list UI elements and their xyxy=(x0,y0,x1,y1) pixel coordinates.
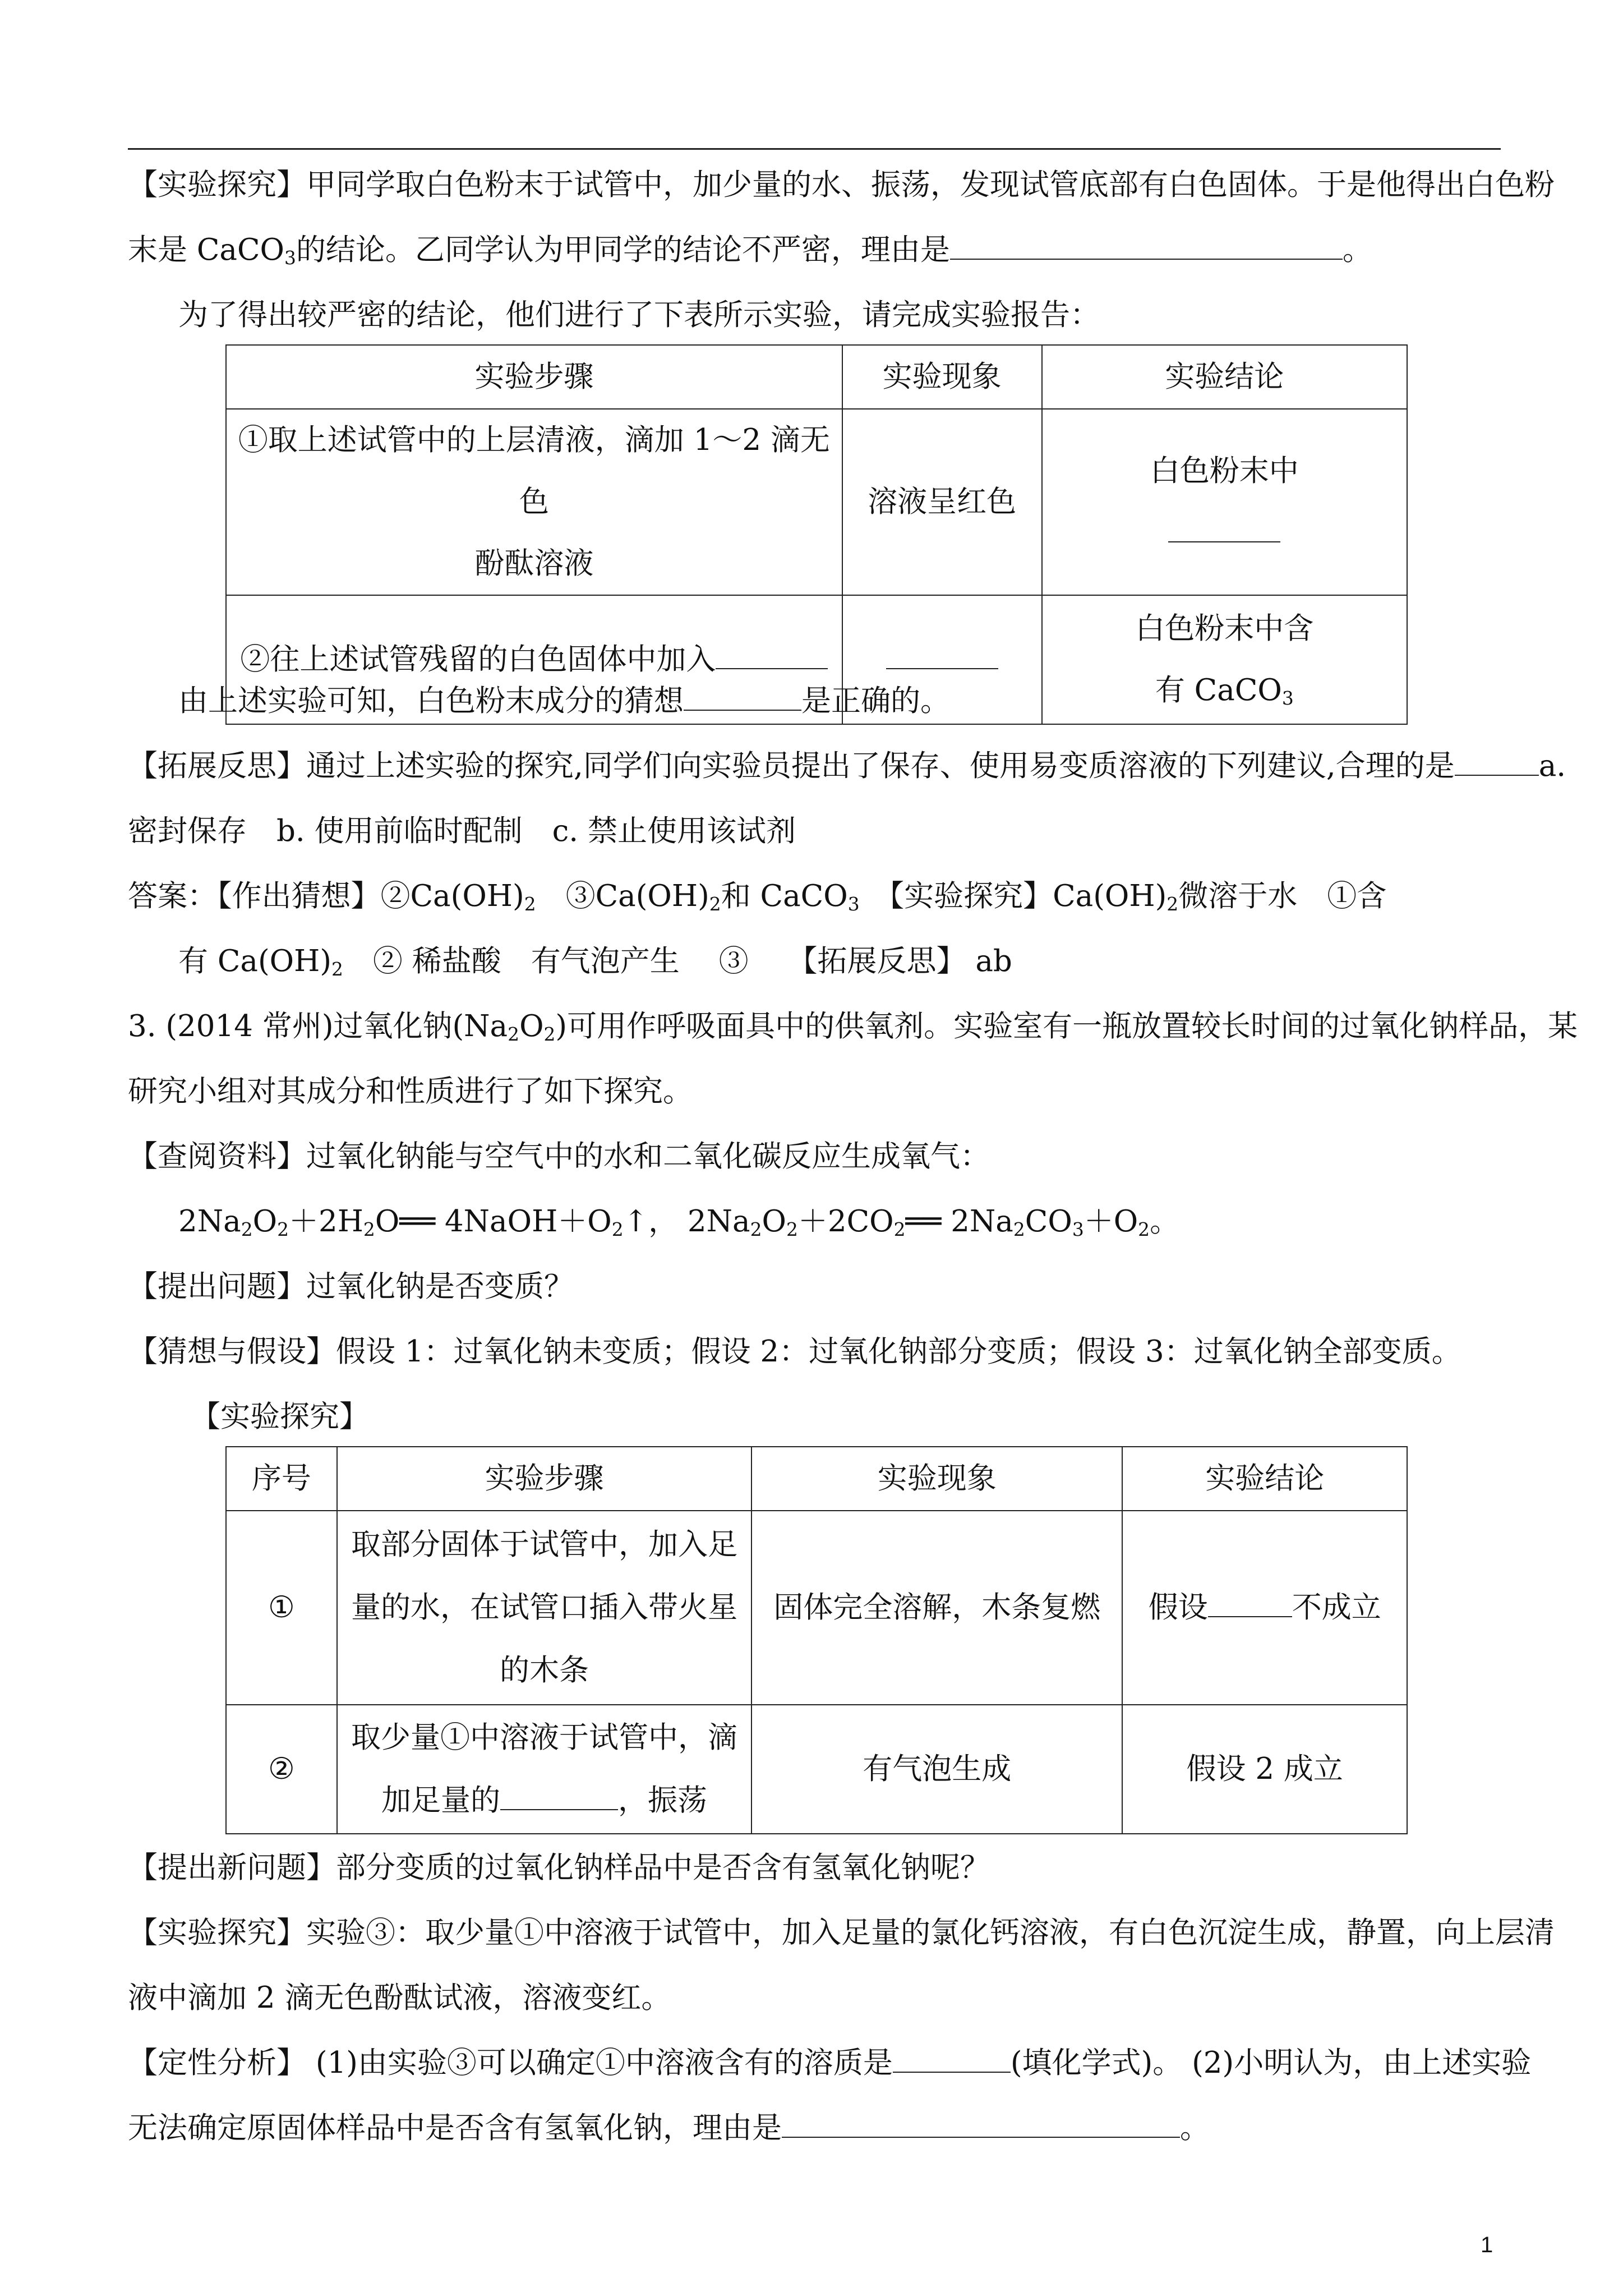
para-analysis-b xyxy=(128,2106,1210,2151)
step-text: ②往上述试管残留的白色固体中加入 xyxy=(240,642,716,677)
subscript: 3 xyxy=(1072,1218,1084,1241)
text: ══ 2Na xyxy=(905,1204,1013,1239)
answer-blank[interactable] xyxy=(1455,749,1539,776)
text: O xyxy=(762,1204,786,1239)
text: 。 xyxy=(1342,233,1372,267)
text: 【拓展反思】通过上述实验的探究,同学们向实验员提出了保存、使用易变质溶液的下列建议,合理的是 xyxy=(128,749,1455,783)
answer-blank[interactable] xyxy=(886,642,998,669)
step-text: 的木条 xyxy=(500,1653,589,1687)
para-experiment-c: 为了得出较严密的结论，他们进行了下表所示实验，请完成实验报告： xyxy=(178,298,1100,332)
conclusion-cell xyxy=(1042,409,1407,595)
phenomenon-cell: 固体完全溶解，木条复燃 xyxy=(751,1511,1122,1705)
answer-blank[interactable] xyxy=(950,233,1343,260)
header-cell: 序号 xyxy=(226,1447,337,1511)
text: O xyxy=(519,1009,544,1043)
subscript: 2 xyxy=(524,893,536,915)
step-cell xyxy=(226,409,842,595)
para-reflection-options: 密封保存 b. 使用前临时配制 c. 禁止使用该试剂 xyxy=(128,814,796,848)
text: 2Na xyxy=(178,1204,241,1239)
text: 不成立 xyxy=(1292,1590,1381,1625)
para-experiment-heading: 【实验探究】 xyxy=(191,1400,369,1434)
para-new-question: 【提出新问题】部分变质的过氧化钠样品中是否含有氢氧化钠呢？ xyxy=(128,1851,990,1885)
question-3-intro xyxy=(128,1004,1578,1049)
text: 假设 xyxy=(1148,1590,1208,1625)
text: 答案：【作出猜想】②Ca(OH) xyxy=(128,879,524,913)
text: O══ 4NaOH＋O xyxy=(375,1204,612,1239)
conclusion-text xyxy=(1053,660,1396,721)
text: 。 xyxy=(1180,2111,1210,2145)
step-cell xyxy=(337,1511,751,1705)
text: 3. (2014 常州)过氧化钠(Na xyxy=(128,1009,508,1043)
header-cell: 实验结论 xyxy=(1122,1447,1407,1511)
para-experiment-a: 【实验探究】甲同学取白色粉末于试管中，加少量的水、振荡，发现试管底部有白色固体。于是他得出白色粉 xyxy=(128,168,1555,202)
text: CO xyxy=(1025,1204,1072,1239)
step-text: 酚酞溶液 xyxy=(474,546,594,581)
conclusion-text: 白色粉末中含 xyxy=(1135,611,1314,646)
phenomenon-cell: 溶液呈红色 xyxy=(842,409,1042,595)
text: O xyxy=(252,1204,278,1239)
table-header-row xyxy=(226,345,1407,409)
table-row xyxy=(226,1705,1407,1834)
text: ② 稀盐酸 有气泡产生 ③ 【拓展反思】 ab xyxy=(343,944,1012,978)
step-text: ①取上述试管中的上层清液，滴加 1～2 滴无色 xyxy=(238,423,830,519)
subscript: 2 xyxy=(277,1218,289,1241)
subscript: 2 xyxy=(709,893,721,915)
step-text: 取少量①中溶液于试管中，滴 xyxy=(351,1720,737,1755)
phenomenon-cell: 有气泡生成 xyxy=(751,1705,1122,1834)
text: ，振荡 xyxy=(618,1783,707,1818)
text: ↑， 2Na xyxy=(623,1204,750,1239)
subscript: 2 xyxy=(611,1218,624,1241)
answer-line-1 xyxy=(128,874,1386,919)
para-analysis-a xyxy=(128,2041,1531,2086)
header-cell: 实验现象 xyxy=(751,1447,1122,1511)
step-text xyxy=(348,1769,741,1832)
conclusion-cell xyxy=(1042,595,1407,724)
answer-blank[interactable] xyxy=(1168,516,1280,542)
text: 有 CaCO xyxy=(1155,673,1282,707)
text: (填化学式)。 (2)小明认为，由上述实验 xyxy=(1010,2046,1532,2080)
conclusion-text: 白色粉末中 xyxy=(1150,454,1299,488)
text: ＋2H xyxy=(288,1204,363,1239)
subscript: 2 xyxy=(331,958,343,981)
para-question: 【提出问题】过氧化钠是否变质？ xyxy=(128,1269,574,1304)
number-cell: ② xyxy=(226,1705,337,1834)
step-text: 取部分固体于试管中，加入足 xyxy=(351,1527,737,1562)
number-cell: ① xyxy=(226,1511,337,1705)
text: 末是 CaCO xyxy=(128,233,285,267)
text: 。 xyxy=(1150,1204,1180,1239)
text: 是正确的。 xyxy=(801,684,950,718)
subscript: 2 xyxy=(241,1218,253,1241)
header-cell: 实验结论 xyxy=(1042,345,1407,409)
subscript: 3 xyxy=(847,893,860,915)
text: 有 Ca(OH) xyxy=(178,944,332,978)
step-cell xyxy=(337,1705,751,1834)
para-reference: 【查阅资料】过氧化钠能与空气中的水和二氧化碳反应生成氧气： xyxy=(128,1139,990,1174)
text: )可用作呼吸面具中的供氧剂。实验室有一瓶放置较长时间的过氧化钠样品，某 xyxy=(555,1009,1578,1043)
subscript: 2 xyxy=(786,1218,798,1241)
question-3-intro-b: 研究小组对其成分和性质进行了如下探究。 xyxy=(128,1074,693,1108)
chemical-equations xyxy=(178,1199,1179,1244)
para-experiment-b xyxy=(128,228,1372,273)
text: 加足量的 xyxy=(381,1783,500,1818)
answer-blank[interactable] xyxy=(500,1783,618,1810)
subscript: 2 xyxy=(508,1023,520,1046)
para-reflection xyxy=(128,744,1566,789)
header-cell: 实验现象 xyxy=(842,345,1042,409)
table-header-row xyxy=(226,1447,1407,1511)
header-rule xyxy=(128,148,1501,150)
subscript: 3 xyxy=(284,247,296,269)
text: 【实验探究】Ca(OH) xyxy=(859,879,1167,913)
answer-line-2 xyxy=(178,939,1012,984)
answer-blank[interactable] xyxy=(893,2046,1011,2073)
text: ＋2CO xyxy=(797,1204,894,1239)
subscript: 2 xyxy=(1166,893,1179,915)
text: a. xyxy=(1538,749,1566,783)
text: 和 CaCO xyxy=(721,879,848,913)
para-experiment-3a: 【实验探究】实验③：取少量①中溶液于试管中，加入足量的氯化钙溶液，有白色沉淀生成，静置，向上层清 xyxy=(128,1916,1555,1950)
para-hypothesis: 【猜想与假设】假设 1：过氧化钠未变质；假设 2：过氧化钠部分变质；假设 3：过氧化钠全部变质。 xyxy=(128,1335,1461,1369)
answer-blank[interactable] xyxy=(1208,1590,1292,1617)
subscript: 2 xyxy=(543,1023,556,1046)
subscript: 2 xyxy=(750,1218,762,1241)
answer-blank[interactable] xyxy=(684,684,801,711)
text: 由上述实验可知，白色粉末成分的猜想 xyxy=(178,684,684,718)
header-cell: 实验步骤 xyxy=(337,1447,751,1511)
para-experiment-3b: 液中滴加 2 滴无色酚酞试液，溶液变红。 xyxy=(128,1981,671,2015)
text: 无法确定原固体样品中是否含有氢氧化钠，理由是 xyxy=(128,2111,782,2145)
subscript: 2 xyxy=(363,1218,375,1241)
answer-blank[interactable] xyxy=(716,642,828,669)
subscript: 2 xyxy=(893,1218,906,1241)
text: 【定性分析】 (1)由实验③可以确定①中溶液含有的溶质是 xyxy=(128,2046,893,2080)
experiment-table-1 xyxy=(225,344,1408,725)
subscript: 2 xyxy=(1138,1218,1150,1241)
subscript: 2 xyxy=(1013,1218,1025,1241)
conclusion-cell: 假设 2 成立 xyxy=(1122,1705,1407,1834)
table-row xyxy=(226,1511,1407,1705)
page-number: 1 xyxy=(1481,2233,1493,2257)
table-row xyxy=(226,409,1407,595)
header-cell: 实验步骤 xyxy=(226,345,842,409)
para-conclusion xyxy=(178,679,950,724)
text: ③Ca(OH) xyxy=(536,879,709,913)
text: 的结论。乙同学认为甲同学的结论不严密，理由是 xyxy=(296,233,950,267)
text: ＋O xyxy=(1083,1204,1138,1239)
experiment-table-2 xyxy=(225,1446,1408,1834)
step-text: 量的水，在试管口插入带火星 xyxy=(351,1590,737,1625)
text: 微溶于水 ①含 xyxy=(1178,879,1387,913)
subscript: 3 xyxy=(1281,687,1294,710)
conclusion-cell xyxy=(1122,1511,1407,1705)
answer-blank[interactable] xyxy=(782,2111,1180,2138)
